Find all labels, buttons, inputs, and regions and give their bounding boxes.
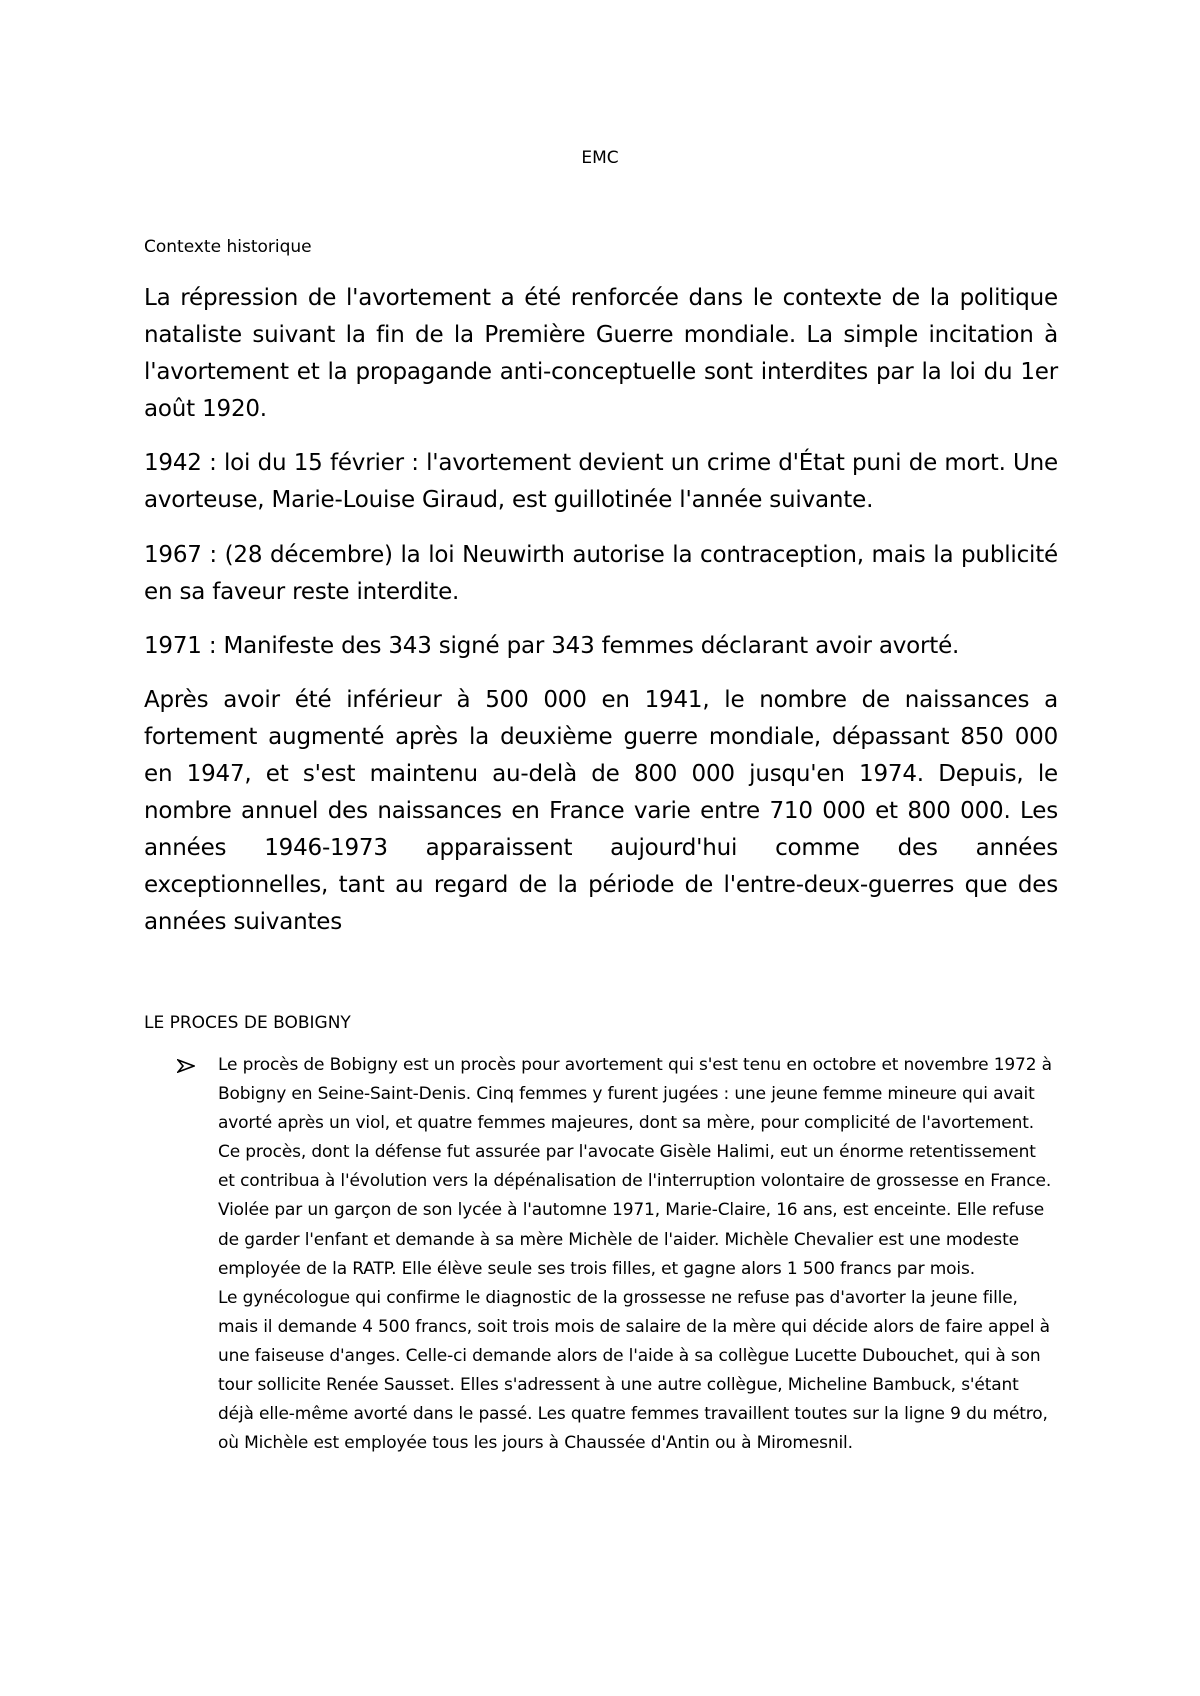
bobigny-paragraph-trial: Le procès de Bobigny est un procès pour avortement qui s'est tenu en octobre et novembre 1972 à Bobigny en Seine-Saint-Denis. Cinq femmes y furent jugées : une jeune femme mineure qui avait avorté après un viol, et quatre femmes majeures, dont sa mère, pour complicité de l'avortement. Ce procès, dont la défense fut assurée par l'avocate Gisèle Halimi, eut un énorme retentissement et contribua à l'évolution vers la dépénalisation de l'interruption volontaire de grossesse en France. [218,1055,1052,1192]
paragraph-1942: 1942 : loi du 15 février : l'avortement devient un crime d'État puni de mort. Une avorteuse, Marie-Louise Giraud, est guillotinée l'année suivante. [144,450,1058,513]
bobigny-list [177,1051,1057,1458]
paragraph-1967: 1967 : (28 décembre) la loi Neuwirth autorise la contraception, mais la publicité en sa faveur reste interdite. [144,542,1058,605]
section-heading-context: Contexte historique [144,237,312,257]
paragraph-1971: 1971 : Manifeste des 343 signé par 343 femmes déclarant avoir avorté. [144,633,960,659]
section-heading-bobigny: LE PROCES DE BOBIGNY [144,1013,351,1033]
bobigny-paragraph-gynecologist: Le gynécologue qui confirme le diagnostic de la grossesse ne refuse pas d'avorter la jeune fille, mais il demande 4 500 francs, soit trois mois de salaire de la mère qui décide alors de faire appel à une faiseuse d'anges. Celle-ci demande alors de l'aide à sa collègue Lucette Dubouchet, qui à son tour sollicite Renée Sausset. Elles s'adressent à une autre collègue, Micheline Bambuck, s'étant déjà elle-même avorté dans le passé. Les quatre femmes travaillent toutes sur la ligne 9 du métro, où Michèle est employée tous les jours à Chaussée d'Antin ou à Miromesnil. [218,1287,1050,1454]
paragraph-repression: La répression de l'avortement a été renforcée dans le contexte de la politique nataliste suivant la fin de la Première Guerre mondiale. La simple incitation à l'avortement et la propagande anti-conceptuelle sont interdites par la loi du 1er août 1920. [144,285,1058,422]
bobigny-paragraph-marie-claire: Violée par un garçon de son lycée à l'automne 1971, Marie-Claire, 16 ans, est enceinte. Elle refuse de garder l'enfant et demande à sa mère Michèle de l'aider. Michèle Chevalier est une modeste employée de la RATP. Elle élève seule ses trois filles, et gagne alors 1 500 francs par mois. [218,1200,1045,1279]
list-item [177,1051,1057,1458]
document-title: EMC [581,148,619,168]
arrowhead-bullet-icon [177,1051,199,1080]
paragraph-births: Après avoir été inférieur à 500 000 en 1941, le nombre de naissances a fortement augmenté après la deuxième guerre mondiale, dépassant 850 000 en 1947, et s'est maintenu au-delà de 800 000 jusqu'en 1974. Depuis, le nombre annuel des naissances en France varie entre 710 000 et 800 000. Les années 1946-1973 apparaissent aujourd'hui comme des années exceptionnelles, tant au regard de la période de l'entre-deux-guerres que des années suivantes [144,687,1058,935]
